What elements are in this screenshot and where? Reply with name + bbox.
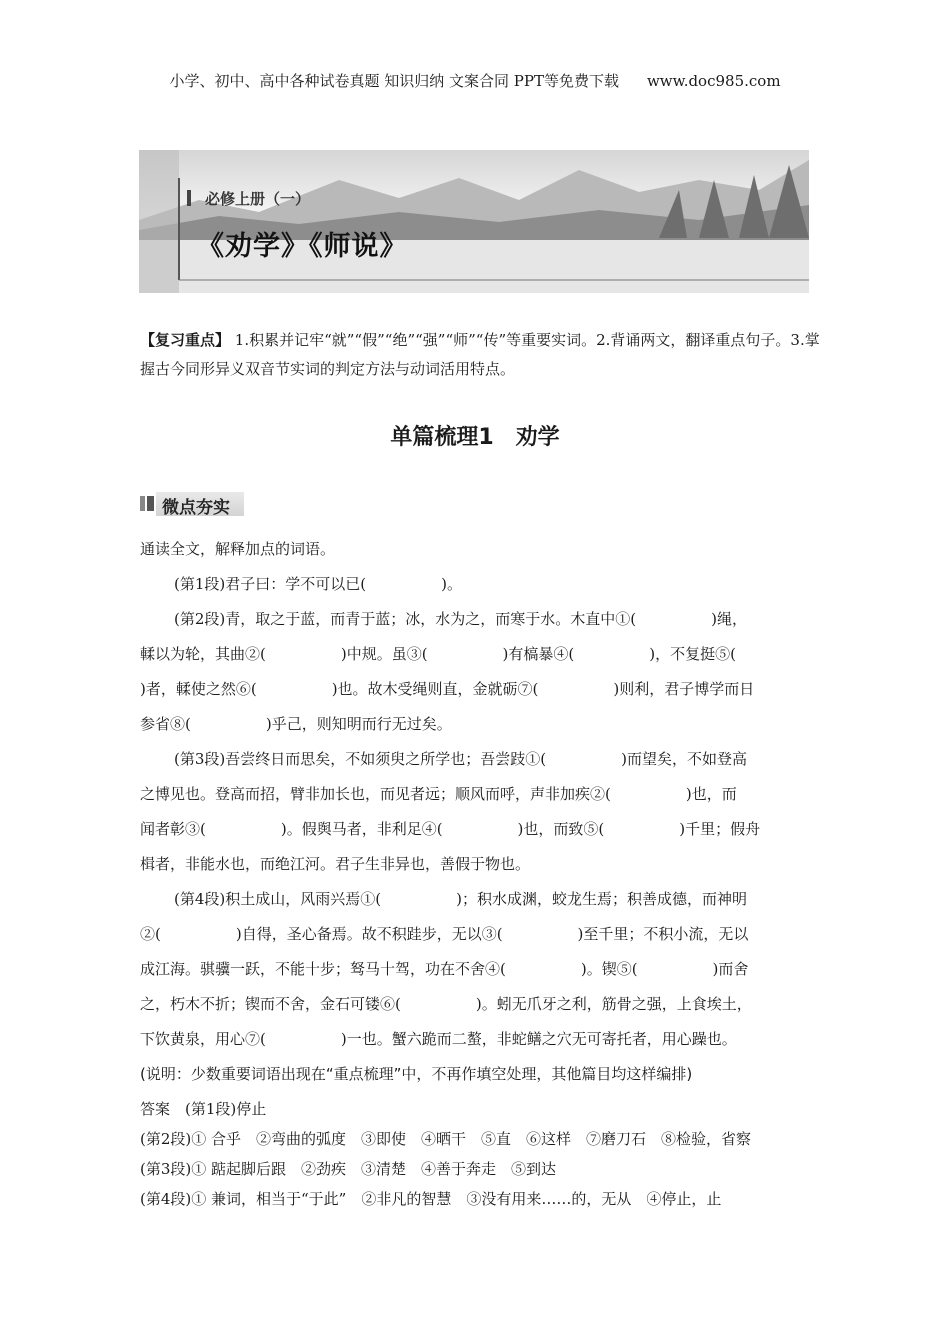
lake-mountain-image <box>139 150 809 293</box>
review-focus <box>140 326 820 384</box>
text-line: 参省⑧( )乎己，则知明而行无过矣。 <box>140 715 452 733</box>
answer-label: 答案 <box>140 1100 171 1118</box>
answer-block <box>140 1094 820 1214</box>
text-line: ②( )自得，圣心备焉。故不积跬步，无以③( )至千里；不积小流，无以 <box>140 925 749 943</box>
header-url[interactable]: www.doc985.com <box>646 72 781 90</box>
text-line: (第1段)君子曰：学不可以已( )。 <box>174 575 462 593</box>
answer-line: (第4段)① 兼词，相当于“于此” ②非凡的智慧 ③没有用来……的，无从 ④停止，止 <box>140 1190 722 1208</box>
text-line: 輮以为轮，其曲②( )中规。虽③( )有槁暴④( )，不复挺⑤( <box>140 645 736 663</box>
answer-line: (第2段)① 合乎 ②弯曲的弧度 ③即使 ④晒干 ⑤直 ⑥这样 ⑦磨刀石 ⑧检验，省察 <box>140 1130 752 1148</box>
text-line: (第2段)青，取之于蓝，而青于蓝；冰，水为之，而寒于水。木直中①( )绳， <box>174 610 747 628</box>
text-line: 楫者，非能水也，而绝江河。君子生非异也，善假于物也。 <box>140 855 531 873</box>
section-tag <box>140 492 244 516</box>
review-label: 【复习重点】 <box>140 331 231 349</box>
review-text: 1.积累并记牢“就”“假”“绝”“强”“师”“传”等重要实词。2.背诵两文，翻译重点句子。3.掌握古今同形异义双音节实词的判定方法与动词活用特点。 <box>140 331 820 378</box>
text-line: (第3段)吾尝终日而思矣，不如须臾之所学也；吾尝跂①( )而望矣，不如登高 <box>174 750 747 768</box>
banner-subtitle: 必修上册（一） <box>205 190 311 208</box>
text-line: 成江海。骐骥一跃，不能十步；驽马十驾，功在不舍④( )。锲⑤( )而舍 <box>140 960 749 978</box>
bars-icon <box>140 496 154 511</box>
text-line: 之博见也。登高而招，臂非加长也，而见者远；顺风而呼，声非加疾②( )也，而 <box>140 785 737 803</box>
title-banner <box>139 150 809 293</box>
text-line: (第4段)积土成山，风雨兴焉①( )；积水成渊，蛟龙生焉；积善成德，而神明 <box>174 890 747 908</box>
text-line: 下饮黄泉，用心⑦( )一也。蟹六跪而二螯，非蛇鳝之穴无可寄托者，用心躁也。 <box>140 1030 737 1048</box>
text-line: )者，輮使之然⑥( )也。故木受绳则直，金就砺⑦( )则利，君子博学而日 <box>140 680 755 698</box>
text-line: 之，朽木不折；锲而不舍，金石可镂⑥( )。蚓无爪牙之利，筋骨之强，上食埃土， <box>140 995 752 1013</box>
header-text: 小学、初中、高中各种试卷真题 知识归纳 文案合同 PPT等免费下载 <box>169 72 619 90</box>
text-line: 闻者彰③( )。假舆马者，非利足④( )也，而致⑤( )千里；假舟 <box>140 820 761 838</box>
intro-line: 通读全文，解释加点的词语。 <box>140 540 336 558</box>
section-title: 单篇梳理1 劝学 <box>390 425 560 450</box>
exercise-content <box>140 532 820 1214</box>
page-header <box>0 70 950 91</box>
answer-line: (第3段)① 踮起脚后跟 ②劲疾 ③清楚 ④善于奔走 ⑤到达 <box>140 1160 557 1178</box>
banner-title: 《劝学》《师说》 <box>197 231 408 262</box>
answer-line: (第1段)停止 <box>185 1100 267 1118</box>
tag-label: 微点夯实 <box>162 498 230 518</box>
note-line: (说明：少数重要词语出现在“重点梳理”中，不再作填空处理，其他篇目均这样编排) <box>140 1065 693 1083</box>
